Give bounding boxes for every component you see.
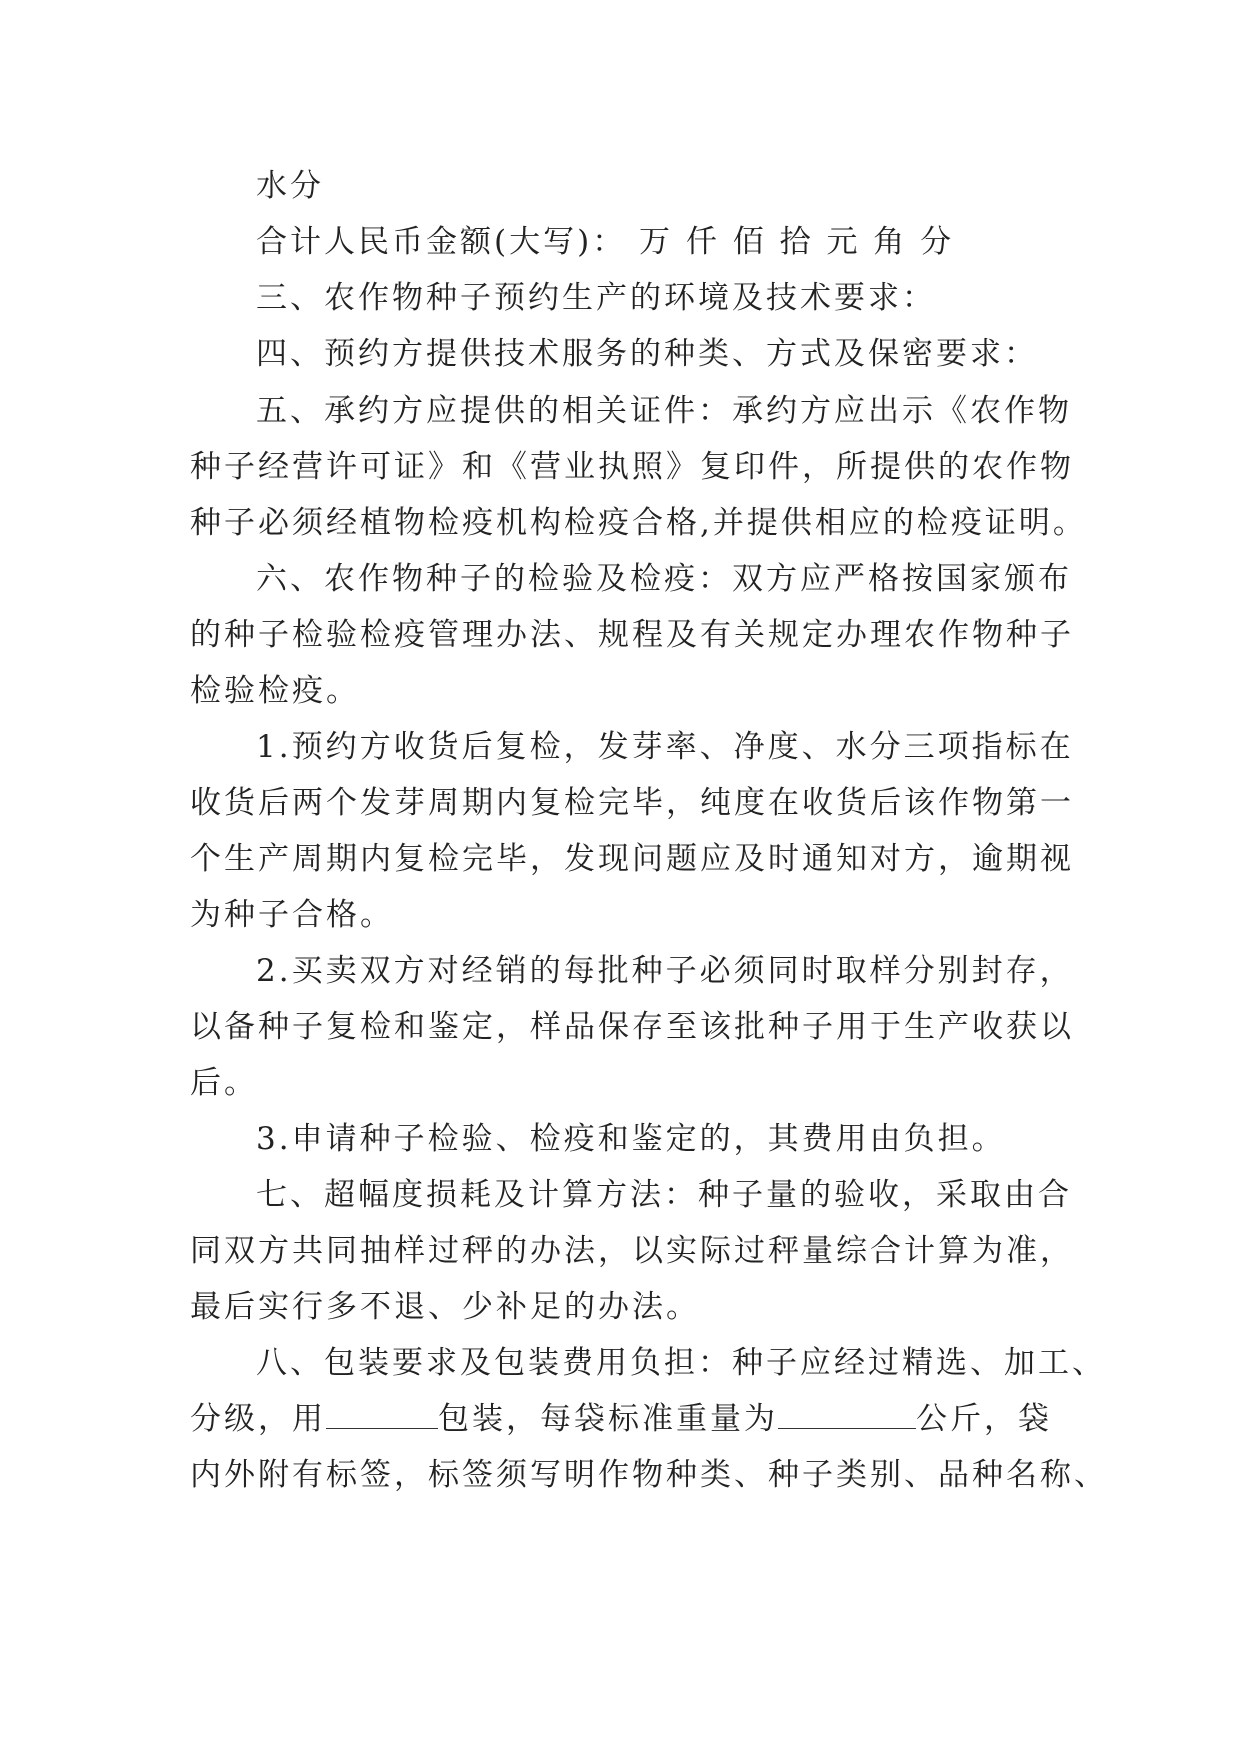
section-eight-line-1: 八、包装要求及包装费用负担：种子应经过精选、加工、 bbox=[256, 1345, 1106, 1381]
section-eight-line-2 bbox=[190, 1399, 1050, 1439]
item-two-line-3: 后。 bbox=[190, 1065, 258, 1101]
section-seven-line-2: 同双方共同抽样过秤的办法，以实际过秤量综合计算为准， bbox=[190, 1233, 1074, 1269]
text-line: 水分 bbox=[256, 168, 324, 204]
section-six-line-1: 六、农作物种子的检验及检疫：双方应严格按国家颁布 bbox=[256, 561, 1072, 597]
item-three-line: 3.申请种子检验、检疫和鉴定的，其费用由负担。 bbox=[256, 1121, 1006, 1157]
packaging-text-2: 包装，每袋标准重量为 bbox=[438, 1401, 778, 1437]
item-one-line-3: 个生产周期内复检完毕，发现问题应及时通知对方，逾期视 bbox=[190, 841, 1074, 877]
section-seven-line-3: 最后实行多不退、少补足的办法。 bbox=[190, 1289, 700, 1325]
section-six-line-2: 的种子检验检疫管理办法、规程及有关规定办理农作物种子 bbox=[190, 617, 1074, 653]
item-one-line-4: 为种子合格。 bbox=[190, 897, 394, 933]
packaging-text-3: 公斤，袋 bbox=[916, 1401, 1052, 1437]
item-two-line-2: 以备种子复检和鉴定，样品保存至该批种子用于生产收获以 bbox=[190, 1009, 1074, 1045]
item-one-line-1: 1.预约方收货后复检，发芽率、净度、水分三项指标在 bbox=[256, 729, 1074, 765]
section-five-line-3: 种子必须经植物检疫机构检疫合格,并提供相应的检疫证明。 bbox=[190, 505, 1087, 541]
section-five-line-1: 五、承约方应提供的相关证件：承约方应出示《农作物 bbox=[256, 393, 1072, 429]
packaging-material-blank[interactable] bbox=[326, 1400, 438, 1429]
section-four-heading: 四、预约方提供技术服务的种类、方式及保密要求： bbox=[256, 336, 1038, 372]
amount-line: 合计人民币金额(大写)： 万 仟 佰 拾 元 角 分 bbox=[256, 224, 955, 260]
item-one-line-2: 收货后两个发芽周期内复检完毕，纯度在收货后该作物第一 bbox=[190, 785, 1074, 821]
item-two-line-1: 2.买卖双方对经销的每批种子必须同时取样分别封存， bbox=[256, 953, 1074, 989]
packaging-text-1: 分级，用 bbox=[190, 1401, 326, 1437]
section-eight-line-3: 内外附有标签，标签须写明作物种类、种子类别、品种名称、 bbox=[190, 1457, 1108, 1493]
section-seven-line-1: 七、超幅度损耗及计算方法：种子量的验收，采取由合 bbox=[256, 1177, 1072, 1213]
bag-weight-blank[interactable] bbox=[778, 1400, 916, 1429]
section-six-line-3: 检验检疫。 bbox=[190, 673, 360, 709]
section-five-line-2: 种子经营许可证》和《营业执照》复印件，所提供的农作物 bbox=[190, 449, 1074, 485]
section-three-heading: 三、农作物种子预约生产的环境及技术要求： bbox=[256, 280, 936, 316]
